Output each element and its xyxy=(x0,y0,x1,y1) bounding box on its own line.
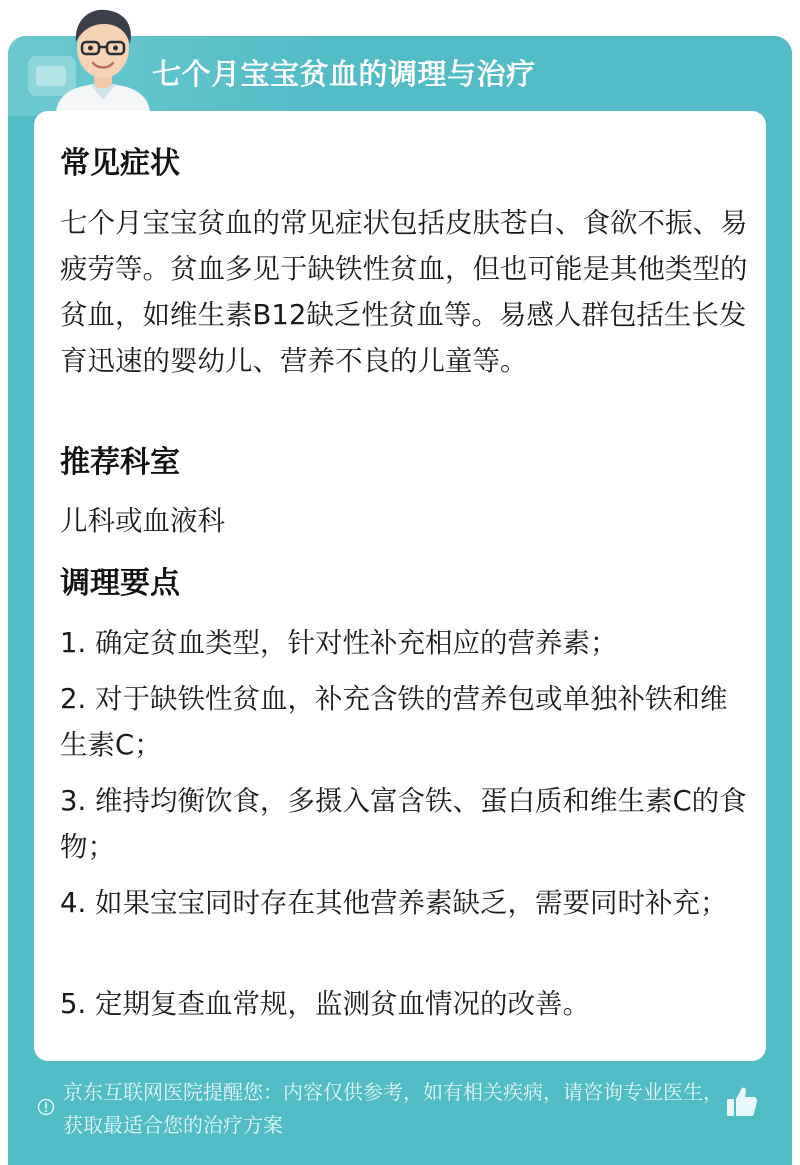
info-circle-icon xyxy=(37,1098,55,1116)
symptoms-heading: 常见症状 xyxy=(60,146,180,181)
care-item: 2. 对于缺铁性贫血，补充含铁的营养包或单独补铁和维生素C； xyxy=(60,683,728,761)
care-item: 3. 维持均衡饮食，多摄入富含铁、蛋白质和维生素C的食物； xyxy=(60,785,747,863)
symptoms-text: 七个月宝宝贫血的常见症状包括皮肤苍白、食欲不振、易疲劳等。贫血多见于缺铁性贫血，但也可能是其他类型的贫血，如维生素B12缺乏性贫血等。易感人群包括生长发育迅速的婴幼儿、营养不良的儿童等。 xyxy=(60,207,748,377)
care-item: 5. 定期复查血常规，监测贫血情况的改善。 xyxy=(60,988,590,1020)
care-item: 1. 确定贫血类型，针对性补充相应的营养素； xyxy=(60,627,618,659)
care-heading: 调理要点 xyxy=(60,566,180,601)
page-title: 七个月宝宝贫血的调理与治疗 xyxy=(152,57,536,91)
care-item: 4. 如果宝宝同时存在其他营养素缺乏，需要同时补充； xyxy=(60,887,728,919)
department-text: 儿科或血液科 xyxy=(60,505,225,537)
thumbs-up-icon[interactable] xyxy=(724,1084,760,1120)
department-heading: 推荐科室 xyxy=(60,445,180,480)
disclaimer-text: 京东互联网医院提醒您：内容仅供参考，如有相关疾病，请咨询专业医生，获取最适合您的治疗方案 xyxy=(63,1080,723,1137)
content-card xyxy=(34,111,766,1061)
doctor-avatar xyxy=(48,0,158,112)
